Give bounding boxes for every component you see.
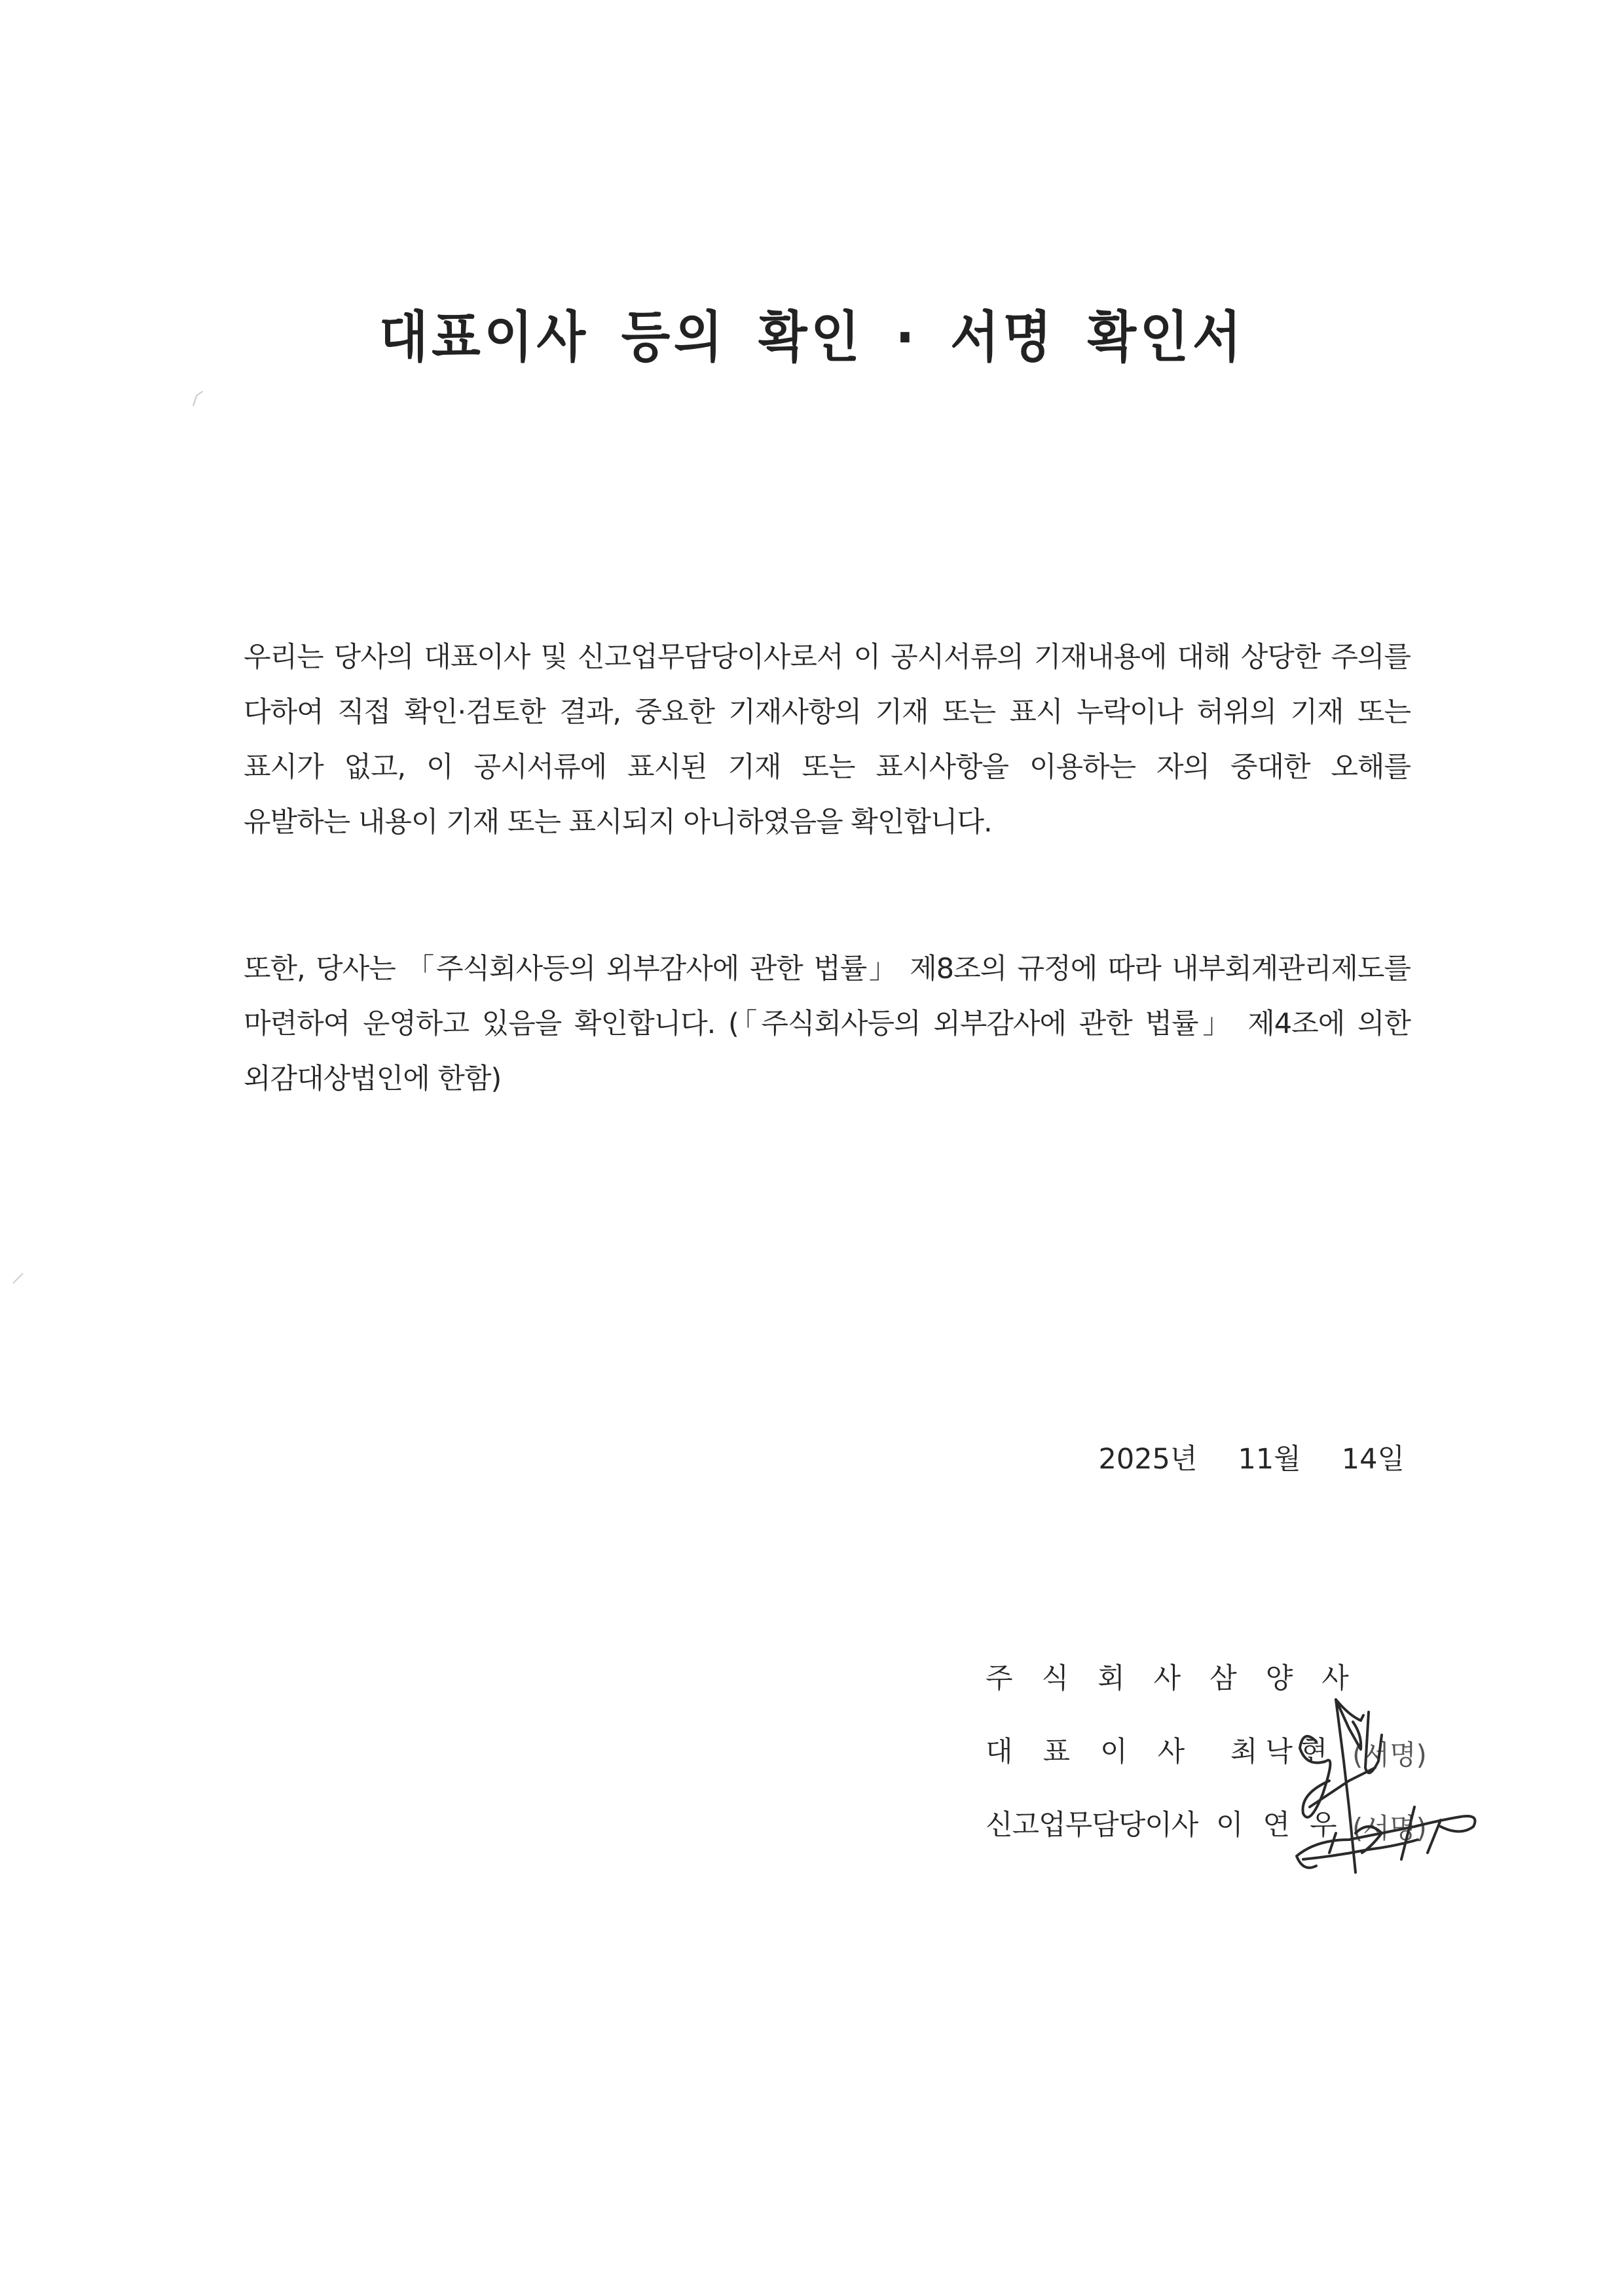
paragraph-line: 표시가 없고, 이 공시서류에 표시된 기재 또는 표시사항을 이용하는 자의 중대한 오해를 — [244, 751, 1411, 784]
document-title: 대표이사 등의 확인 · 서명 확인서 — [378, 305, 1246, 369]
scan-mark-icon — [13, 1273, 23, 1283]
document-date — [1098, 1437, 1405, 1477]
paragraph-line: 다하여 직접 확인·검토한 결과, 중요한 기재사항의 기재 또는 표시 누락이나 허위의 기재 또는 — [244, 696, 1411, 729]
scan-mark-icon — [193, 392, 203, 406]
cfo-signature-label: (서명) — [1352, 1812, 1427, 1844]
internal-control-paragraph — [244, 941, 1411, 1106]
cfo-line — [986, 1803, 1357, 1843]
ceo-signature-icon — [1300, 1700, 1382, 1872]
company-name: 주식회사삼양사 — [986, 1662, 1378, 1695]
ceo-role: 대표이사 — [986, 1736, 1215, 1768]
ceo-signature-label: (서명) — [1352, 1739, 1427, 1771]
confirmation-paragraph — [244, 630, 1411, 850]
date-day: 14일 — [1341, 1443, 1405, 1476]
paragraph-line: 또한, 당사는 「주식회사등의 외부감사에 관한 법률」 제8조의 규정에 따라 내부회계관리제도를 — [244, 953, 1411, 985]
company-name-line — [986, 1656, 1378, 1696]
paragraph-line: 외감대상법인에 한함) — [244, 1063, 502, 1095]
paragraph-line: 유발하는 내용이 기재 또는 표시되지 아니하였음을 확인합니다. — [244, 806, 992, 839]
date-month: 11월 — [1238, 1443, 1301, 1476]
cfo-role: 신고업무담당이사 — [986, 1809, 1198, 1842]
date-year: 2025년 — [1098, 1443, 1198, 1476]
cfo-name: 이연우 — [1215, 1809, 1357, 1842]
ceo-line — [986, 1730, 1335, 1770]
paragraph-line: 마련하여 운영하고 있음을 확인합니다. (「주식회사등의 외부감사에 관한 법률」 제4조에 의한 — [244, 1008, 1411, 1040]
paragraph-line: 우리는 당사의 대표이사 및 신고업무담당이사로서 이 공시서류의 기재내용에 대해 상당한 주의를 — [244, 641, 1411, 674]
ceo-name: 최낙현 — [1230, 1736, 1336, 1768]
